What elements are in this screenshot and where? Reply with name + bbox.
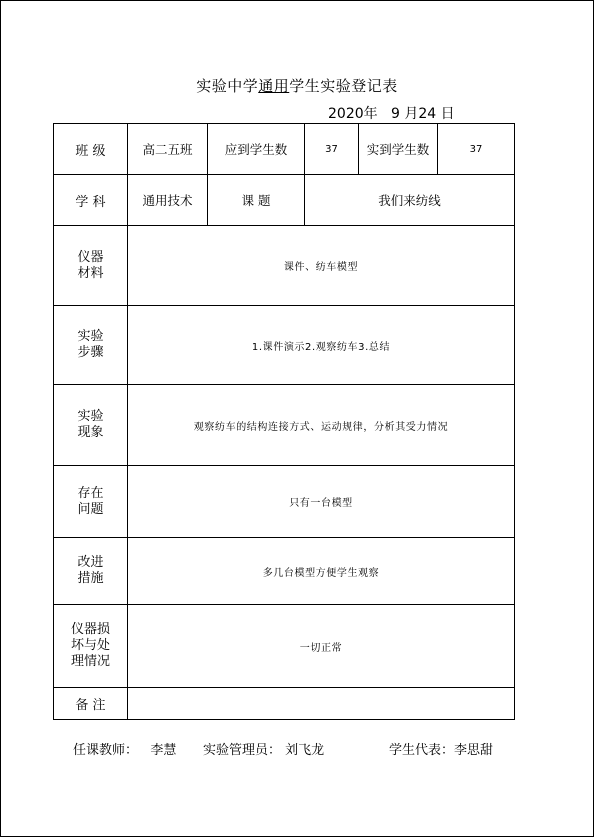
table-row-improvements	[54, 538, 515, 605]
label-line: 仪器损	[70, 622, 110, 637]
label-line: 实验	[77, 409, 104, 424]
expected-count-label: 应到学生数	[208, 124, 305, 175]
label-line: 坏与处	[70, 638, 110, 653]
remarks-value	[128, 688, 515, 720]
teacher-label: 任课教师：	[73, 743, 139, 758]
label-line: 仪器	[77, 249, 104, 265]
teacher-name: 李慧	[150, 743, 177, 758]
damage-label	[54, 605, 128, 688]
title-subject-underlined: 通用	[258, 77, 290, 95]
actual-count-value: 37	[438, 124, 515, 175]
label-line: 问题	[77, 501, 104, 517]
label-line: 现象	[77, 425, 104, 440]
class-value: 高二五班	[128, 124, 208, 175]
student-signature	[389, 739, 493, 758]
phenomena-label	[54, 385, 128, 466]
equipment-value: 课件、纺车模型	[128, 226, 515, 306]
steps-value: 1.课件演示2.观察纺车3.总结	[128, 306, 515, 385]
date-day: 月24 日	[404, 106, 455, 122]
teacher-signature	[73, 739, 176, 758]
student-name: 李思甜	[454, 743, 494, 758]
table-row-phenomena	[54, 385, 515, 466]
student-label: 学生代表：	[389, 743, 455, 758]
manager-name: 刘飞龙	[285, 743, 325, 758]
problems-value: 只有一台模型	[128, 466, 515, 538]
steps-label	[54, 306, 128, 385]
phenomena-value: 观察纺车的结构连接方式、运动规律，分析其受力情况	[128, 385, 515, 466]
topic-value: 我们来纺线	[305, 175, 515, 226]
table-row-subject	[54, 175, 515, 226]
expected-count-value: 37	[305, 124, 359, 175]
table-row-equipment	[54, 226, 515, 306]
title-school: 实验中学	[196, 77, 259, 95]
improvements-value: 多几台模型方便学生观察	[128, 538, 515, 605]
label-line: 实验	[77, 329, 104, 344]
label-line: 步骤	[77, 345, 104, 360]
manager-label: 实验管理员：	[203, 743, 282, 758]
manager-signature	[203, 739, 324, 758]
label-line: 理情况	[70, 654, 110, 669]
improvements-label	[54, 538, 128, 605]
actual-count-label: 实到学生数	[359, 124, 438, 175]
table-row-problems	[54, 466, 515, 538]
label-line: 措施	[77, 571, 104, 586]
date-year: 2020年	[328, 106, 378, 122]
class-label: 班 级	[54, 124, 128, 175]
table-row-steps	[54, 306, 515, 385]
table-row-damage	[54, 605, 515, 688]
table-row-remarks	[54, 688, 515, 720]
title-form-name: 学生实验登记表	[289, 77, 398, 95]
document-title	[0, 75, 594, 96]
label-line: 改进	[77, 555, 104, 570]
subject-label: 学 科	[54, 175, 128, 226]
table-row-class	[54, 124, 515, 175]
date-month: 9	[391, 106, 400, 122]
topic-label: 课 题	[208, 175, 305, 226]
remarks-label: 备 注	[54, 688, 128, 720]
date-line	[328, 103, 455, 123]
subject-value: 通用技术	[128, 175, 208, 226]
problems-label	[54, 466, 128, 538]
label-line: 存在	[77, 485, 104, 501]
registration-table	[53, 123, 515, 720]
damage-value: 一切正常	[128, 605, 515, 688]
equipment-label	[54, 226, 128, 306]
label-line: 材料	[77, 265, 104, 281]
